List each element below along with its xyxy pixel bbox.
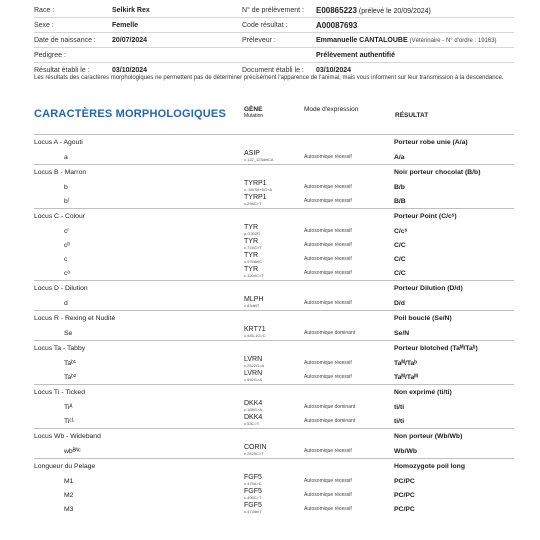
mutation-code: c.445-1G>C	[244, 333, 266, 338]
gene-name: KRT71	[244, 326, 266, 333]
locus-name: Locus Wb - Wideband	[34, 433, 101, 440]
genotype-row	[34, 238, 514, 252]
genotype-row	[34, 356, 514, 370]
genotype-row	[34, 180, 514, 194]
genotype-result: ti/ti	[394, 404, 405, 411]
gene-cell	[244, 296, 263, 308]
expression-mode: Autosomique récessif	[304, 478, 352, 484]
gene-cell	[244, 370, 262, 382]
gene-name: TYR	[244, 266, 258, 273]
locus-result: Porteur robe unie (A/a)	[394, 139, 468, 146]
genotype-result: PC/PC	[394, 492, 415, 499]
variant-name: Tiᶜᴸ	[64, 418, 75, 425]
variant-name: cᵃ	[64, 270, 70, 277]
info-row	[34, 18, 514, 33]
locus-name: Locus B - Marron	[34, 169, 87, 176]
genotype-row	[34, 444, 514, 458]
mutation-code: c.975delC	[244, 259, 263, 264]
expression-mode: Autosomique dominant	[304, 330, 356, 336]
info-value-main: Emmanuelle CANTALOUBE	[316, 36, 408, 44]
gene-cell	[244, 194, 267, 206]
info-value-extra: (prélevé le 20/09/2024)	[358, 7, 431, 15]
info-label: Résultat établi le :	[34, 66, 90, 74]
info-value: 03/10/2024	[112, 66, 148, 74]
info-value	[316, 52, 514, 59]
locus-result: Porteur blotched (Taᴹ/Taᵇ)	[394, 345, 478, 352]
genotype-result: A/a	[394, 154, 405, 161]
column-header-result: RÉSULTAT	[395, 112, 429, 119]
genotype-result: C/cˢ	[394, 228, 408, 235]
expression-mode: Autosomique récessif	[304, 270, 352, 276]
genotype-row	[34, 400, 514, 414]
mutation-code: c.715G>T	[244, 245, 262, 250]
locus-name: Longueur du Pelage	[34, 463, 96, 470]
expression-mode: Autosomique récessif	[304, 228, 352, 234]
variant-name: b	[64, 184, 68, 191]
gene-cell	[244, 224, 260, 236]
intro-note: Les résultats des caractères morphologiques ne permettent pas de déterminer précisément l'apparence de l'animal, mais vous informent sur leur transmission à la descendance.	[34, 75, 504, 81]
expression-mode: Autosomique récessif	[304, 198, 352, 204]
gene-name: TYR	[244, 238, 258, 245]
locus-result: Non exprimé (ti/ti)	[394, 389, 452, 396]
genotype-result: C/C	[394, 256, 406, 263]
gene-name: ASIP	[244, 150, 260, 157]
variant-name: M1	[64, 478, 74, 485]
gene-name: DKK4	[244, 414, 263, 421]
genotype-row	[34, 474, 514, 488]
info-label: Préleveur :	[242, 36, 276, 44]
info-value	[316, 21, 514, 30]
expression-mode: Autosomique récessif	[304, 184, 352, 190]
gene-cell	[244, 356, 264, 368]
variant-name: bˡ	[64, 198, 69, 205]
info-label: N° de prélèvement :	[242, 6, 304, 14]
locus-row	[34, 208, 514, 224]
gene-name: FGF5	[244, 474, 262, 481]
gene-cell	[244, 150, 274, 162]
gene-cell	[244, 266, 264, 278]
genotype-row	[34, 266, 514, 280]
mutation-code: c.2522G>A	[244, 363, 265, 368]
info-row	[34, 33, 514, 48]
variant-name: M3	[64, 506, 74, 513]
mutation-code: c.298C>T	[244, 201, 262, 206]
gene-cell	[244, 414, 262, 426]
locus-result: Porteur Point (C/cˢ)	[394, 213, 457, 220]
variant-name: Se	[64, 330, 73, 337]
animal-info-block	[34, 3, 514, 77]
gene-cell	[244, 252, 262, 264]
expression-mode: Autosomique récessif	[304, 506, 352, 512]
gene-name: TYRP1	[244, 180, 267, 187]
expression-mode: Autosomique récessif	[304, 360, 352, 366]
gene-cell	[244, 488, 262, 500]
gene-name: LVRN	[244, 370, 263, 377]
genotype-result: Taᴹ/Taᴹ	[394, 374, 418, 381]
gene-name: MLPH	[244, 296, 264, 303]
locus-result: Poil bouclé (Se/N)	[394, 315, 452, 322]
gene-name: DKK4	[244, 400, 263, 407]
expression-mode: Autosomique récessif	[304, 154, 352, 160]
locus-row	[34, 134, 514, 150]
info-label: Sexe :	[34, 21, 54, 29]
genotype-row	[34, 488, 514, 502]
gene-name: TYR	[244, 252, 258, 259]
variant-name: Tiᴬ	[64, 404, 73, 411]
gene-name: LVRN	[244, 356, 263, 363]
locus-row	[34, 340, 514, 356]
genotype-result: Wb/Wb	[394, 448, 418, 455]
gene-name: CORIN	[244, 444, 267, 451]
expression-mode: Autosomique dominant	[304, 418, 356, 424]
variant-name: Taᵇ²	[64, 374, 77, 381]
genotype-result: B/b	[394, 184, 405, 191]
gene-cell	[244, 502, 262, 514]
mutation-code: c.188G>A	[244, 407, 262, 412]
morphology-table	[34, 134, 514, 516]
locus-row	[34, 164, 514, 180]
mutation-code: c.406C>T	[244, 495, 262, 500]
genotype-result: B/B	[394, 198, 406, 205]
variant-name: wbᴮᴺᶜ	[64, 448, 81, 455]
expression-mode: Autosomique récessif	[304, 492, 352, 498]
info-value	[316, 37, 514, 44]
mutation-code: c.53C>T	[244, 421, 260, 426]
column-header-gene-label: GÈNE	[244, 106, 263, 113]
mutation-code: c.2425C>T	[244, 451, 264, 456]
genotype-result: PC/PC	[394, 478, 415, 485]
locus-name: Locus A - Agouti	[34, 139, 83, 146]
locus-row	[34, 384, 514, 400]
info-value-main: Prélèvement authentifié	[316, 51, 395, 59]
gene-name: TYRP1	[244, 194, 267, 201]
genotype-result: C/C	[394, 242, 406, 249]
genotype-row	[34, 252, 514, 266]
info-label: Document établi le :	[242, 66, 304, 74]
section-title: CARACTÈRES MORPHOLOGIQUES	[34, 108, 227, 120]
gene-cell	[244, 444, 267, 456]
info-value	[316, 67, 514, 74]
expression-mode: Autosomique récessif	[304, 374, 352, 380]
section-header	[34, 104, 514, 130]
column-header-mode: Mode d'expression	[304, 106, 359, 113]
genotype-row	[34, 224, 514, 238]
info-value: Femelle	[112, 21, 139, 29]
mutation-code: c.-5IVS6+5G>A	[244, 187, 273, 192]
mutation-code: c.475A>C	[244, 481, 262, 486]
genotype-result: D/d	[394, 300, 405, 307]
info-value: Selkirk Rex	[112, 6, 150, 14]
locus-name: Locus Ti - Ticked	[34, 389, 85, 396]
genotype-row	[34, 326, 514, 340]
genotype-row	[34, 194, 514, 208]
locus-result: Homozygote poil long	[394, 463, 465, 470]
variant-name: Taᵇ¹	[64, 360, 77, 367]
info-value-main: A00087693	[316, 20, 358, 30]
variant-name: d	[64, 300, 68, 307]
locus-row	[34, 458, 514, 474]
locus-name: Locus Ta - Tabby	[34, 345, 86, 352]
locus-name: Locus C - Colour	[34, 213, 85, 220]
genotype-result: Taᴹ/Taᵇ	[394, 360, 417, 367]
locus-name: Locus R - Rexing et Nudité	[34, 315, 116, 322]
info-value: 20/07/2024	[112, 36, 148, 44]
genotype-row	[34, 414, 514, 428]
expression-mode: Autosomique récessif	[304, 448, 352, 454]
info-label: Code résultat :	[242, 21, 288, 29]
genotype-row	[34, 296, 514, 310]
expression-mode: Autosomique récessif	[304, 300, 352, 306]
genotype-row	[34, 502, 514, 516]
gene-cell	[244, 400, 262, 412]
variant-name: cʳ	[64, 228, 70, 235]
expression-mode: Autosomique récessif	[304, 242, 352, 248]
genotype-row	[34, 150, 514, 164]
gene-name: TYR	[244, 224, 258, 231]
gene-cell	[244, 180, 272, 192]
info-value-main: E00865223	[316, 5, 357, 15]
info-value-extra: (Vétérinaire - N° d'ordre : 19163)	[409, 37, 497, 44]
expression-mode: Autosomique dominant	[304, 404, 356, 410]
info-row	[34, 48, 514, 63]
locus-name: Locus D - Dilution	[34, 285, 88, 292]
variant-name: M2	[64, 492, 74, 499]
gene-name: FGF5	[244, 502, 262, 509]
locus-result: Non porteur (Wb/Wb)	[394, 433, 463, 440]
genotype-result: Se/N	[394, 330, 410, 337]
variant-name: a	[64, 154, 68, 161]
mutation-code: p.G302R	[244, 231, 261, 236]
locus-row	[34, 428, 514, 444]
gene-cell	[244, 238, 262, 250]
info-row	[34, 3, 514, 18]
column-header-mutation-label: Mutation	[244, 113, 264, 119]
locus-row	[34, 280, 514, 296]
genotype-result: PC/PC	[394, 506, 415, 513]
gene-cell	[244, 474, 262, 486]
locus-row	[34, 310, 514, 326]
gene-cell	[244, 326, 266, 338]
locus-result: Noir porteur chocolat (B/b)	[394, 169, 481, 176]
gene-name: FGF5	[244, 488, 262, 495]
mutation-code: c.122_123delCA	[244, 157, 274, 162]
column-header-gene	[244, 106, 263, 120]
info-label: Date de naissance :	[34, 36, 96, 44]
locus-result: Porteur Dilution (D/d)	[394, 285, 463, 292]
variant-name: cᵇ	[64, 242, 70, 249]
info-value-main: 03/10/2024	[316, 66, 352, 74]
mutation-code: c.474delT	[244, 509, 262, 514]
mutation-code: c.1204C>T	[244, 273, 264, 278]
info-value	[316, 6, 514, 15]
genotype-row	[34, 370, 514, 384]
mutation-code: c.83delT	[244, 303, 260, 308]
info-label: Race :	[34, 6, 55, 14]
genotype-result: ti/ti	[394, 418, 405, 425]
expression-mode: Autosomique récessif	[304, 256, 352, 262]
info-label: Pedigree :	[34, 51, 66, 59]
mutation-code: c.692G>A	[244, 377, 262, 382]
variant-name: c	[64, 256, 68, 263]
genotype-result: C/C	[394, 270, 406, 277]
